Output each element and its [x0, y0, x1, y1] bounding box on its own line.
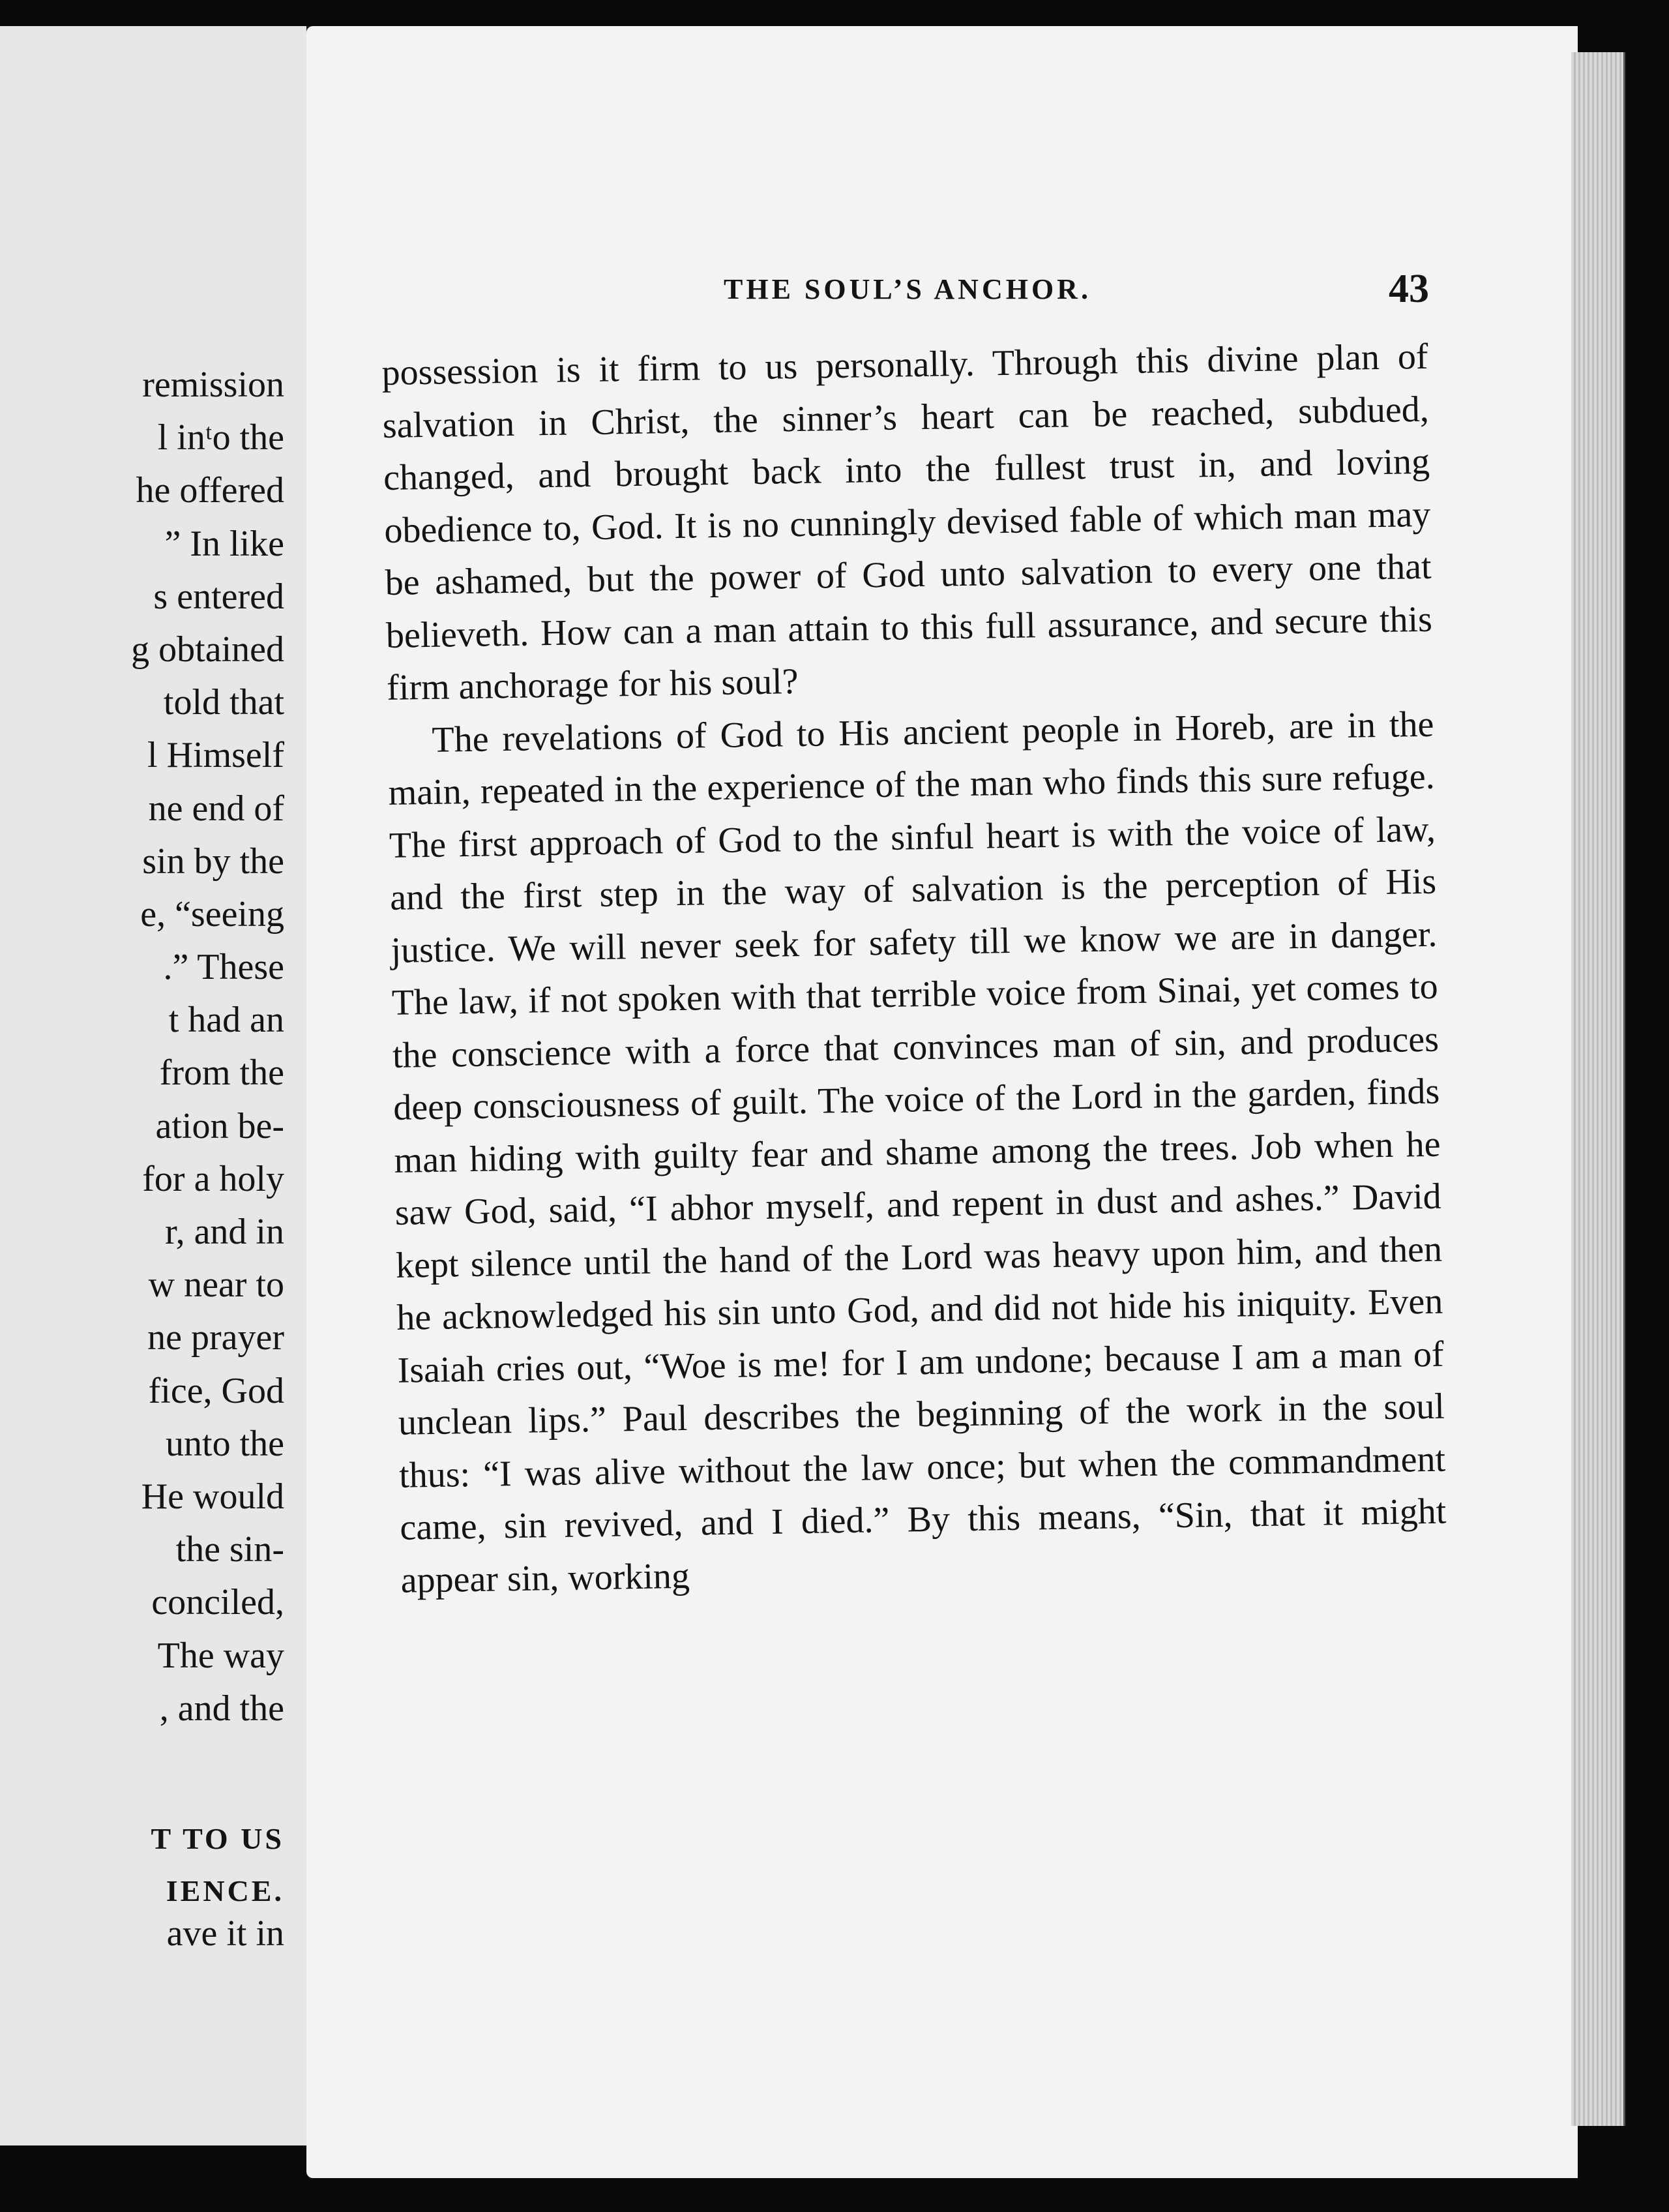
previous-page-line: w near to [148, 1264, 284, 1306]
previous-page-line: unto the [166, 1423, 284, 1464]
previous-page-line: from the [159, 1053, 284, 1094]
previous-page-line: he offered [136, 470, 284, 511]
previous-page-line: He would [141, 1476, 284, 1517]
previous-page-line: the sin- [175, 1529, 284, 1570]
previous-page-heading-line: IENCE. [166, 1874, 284, 1907]
previous-page-last-line: ave it in [166, 1913, 284, 1954]
previous-page-line: for a holy [142, 1158, 284, 1199]
previous-page-line: remission [142, 365, 284, 405]
previous-page-heading [151, 1813, 284, 1917]
previous-page-line: l Himself [147, 735, 284, 776]
previous-page [0, 26, 309, 2145]
previous-page-line: fice, God [148, 1370, 284, 1411]
previous-page-line: conciled, [151, 1582, 284, 1623]
previous-page-line: ation be- [155, 1105, 284, 1146]
previous-page-line: The way [157, 1635, 284, 1676]
previous-page-line: told that [163, 682, 284, 723]
previous-page-line: l inᵗo the [157, 417, 284, 458]
previous-page-line: g obtained [131, 629, 284, 670]
previous-page-line: ne prayer [147, 1317, 284, 1358]
previous-page-line: e, “seeing [140, 893, 284, 934]
paragraph: The revelations of God to His ancient people in Horeb, are in the main, repeated in the experience of the man who finds this sure refuge. The first approach of God to the sinful heart is with the voice of law, and the first step in the way of salvation is the perception of His justice. We will never seek for safety till we know we are in danger. The law, if not spoken with that terrible voice from Sinai, yet comes to the conscience with a force that convinces man of sin, and produces deep consciousness of guilt. The voice of the Lord in the garden, finds man hiding with guilty fear and shame among the trees. Job when he saw God, said, “I abhor myself, and repent in dust and ashes.” David kept silence until the hand of the Lord was heavy upon him, and then he acknowledged his sin unto God, and did not hide his iniquity. Even Isaiah cries out, “Woe is me! for I am undone; because I am a man of unclean lips.” Paul describes the beginning of the work in the soul thus: “I was alive without the law once; but when the commandment came, sin revived, and I died.” By this means, “Sin, that it might appear sin, working [388, 704, 1447, 1601]
previous-page-line: .” These [163, 947, 284, 988]
previous-page-text [0, 359, 284, 1735]
previous-page-line: , and the [159, 1688, 284, 1729]
page-number: 43 [1389, 267, 1429, 311]
running-title: THE SOUL’S ANCHOR. [724, 273, 1091, 305]
previous-page-line: t had an [168, 1000, 284, 1041]
previous-page-line: r, and in [165, 1212, 284, 1252]
previous-page-line: ” In like [164, 523, 284, 564]
previous-page-line: ne end of [148, 788, 284, 829]
previous-page-heading-line: T TO US [151, 1822, 284, 1855]
paragraph: possession is it firm to us personally. Through this divine plan of salvation in Christ, the sinner’s heart can be reached, subdued, changed, and brought back into the fullest trust in, and loving obedience to, God. It is no cunningly devised fable of which man may be ashamed, but the power of God unto salvation to every one that believeth. How can a man attain to this full assurance, and secure this firm anchorage for his soul? [381, 336, 1433, 708]
page-edges [1571, 52, 1625, 2126]
previous-page-line: sin by the [142, 841, 284, 882]
body-text [381, 331, 1447, 1607]
previous-page-line: s entered [153, 576, 284, 617]
